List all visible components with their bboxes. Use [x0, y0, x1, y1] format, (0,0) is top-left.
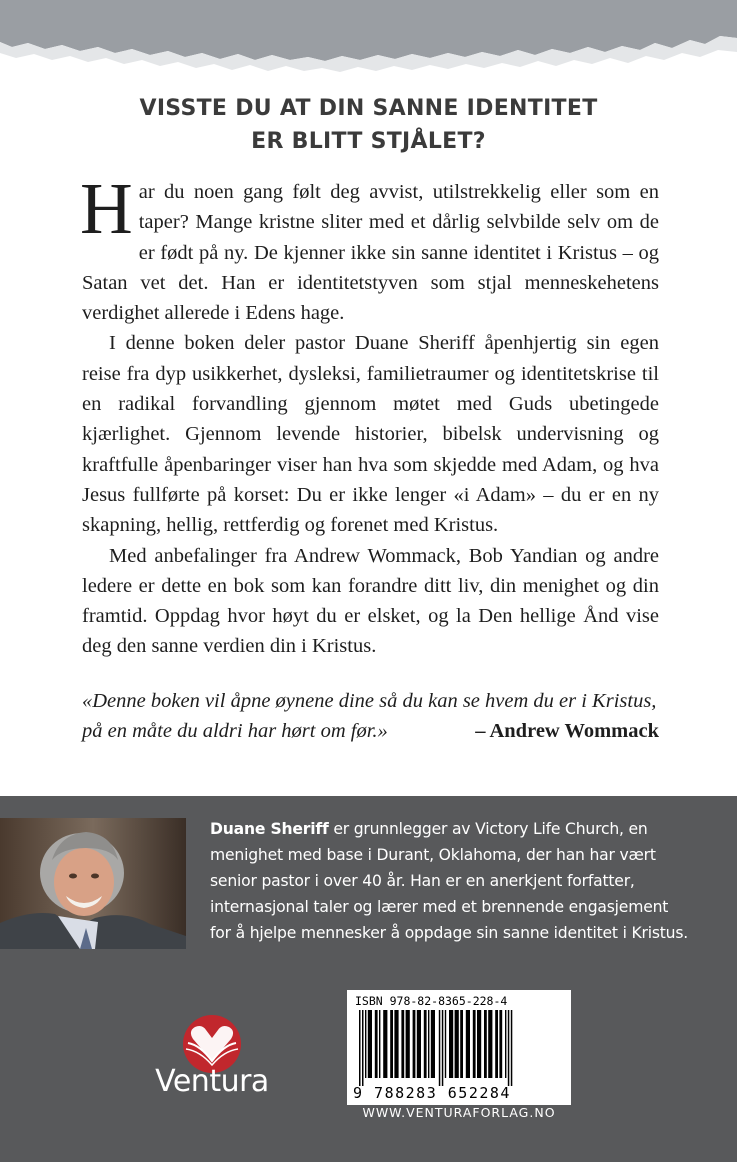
quote-line-1: «Denne boken vil åpne øynene dine så du kan se hvem du er i Kristus,	[82, 690, 657, 712]
drop-cap: H	[80, 168, 133, 249]
quote-author: – Andrew Wommack	[475, 720, 659, 743]
endorsement-quote	[82, 686, 659, 747]
author-bio	[210, 816, 722, 946]
author-name: Duane Sheriff	[210, 820, 329, 838]
bio-line-3: senior pastor i over 40 år. Han er en anerkjent forfatter,	[210, 872, 635, 890]
paragraph-1	[80, 168, 659, 328]
paragraph-1-text: ar du noen gang følt deg avvist, utilstrekkelig eller som en taper? Mange kristne sliter med et dårlig selvbilde selv om de er født på ny. De kjenner ikke sin sanne identitet i Kristus – og Satan vet det. Han er identitetstyven som stjal menneskehetens verdighet allerede i Edens hage.	[82, 181, 659, 325]
paragraph-3: Med anbefalinger fra Andrew Wommack, Bob Yandian og andre ledere er dette en bok som kan forandre ditt liv, din menighet og din framtid. Oppdag hvor høyt du er elsket, og la Den hellige Ånd vise deg den sanne verdien din i Kristus.	[82, 544, 659, 658]
headline	[0, 92, 737, 158]
description-text	[80, 168, 659, 662]
barcode-digits: 9 788283 652284	[353, 1084, 511, 1102]
isbn-label: ISBN 978-82-8365-228-4	[355, 994, 508, 1008]
publisher-url[interactable]: WWW.VENTURAFORLAG.NO	[362, 1105, 556, 1120]
bio-line-2: menighet med base i Durant, Oklahoma, der han har vært	[210, 846, 656, 864]
author-photo	[0, 818, 186, 949]
bio-line-1-rest: er grunnlegger av Victory Life Church, en	[328, 820, 648, 838]
headline-line-2: ER BLITT STJÅLET?	[251, 129, 486, 154]
bio-line-5: for å hjelpe mennesker å oppdage sin sanne identitet i Kristus.	[210, 924, 689, 942]
bio-line-1	[210, 816, 722, 842]
paragraph-2: I denne boken deler pastor Duane Sheriff åpenhjertig sin egen reise fra dyp usikkerhet, dysleksi, familietraumer og identitetskrise til en radikal forvandling gjennom møtet med Guds ubetingede kjærlighet. Gjennom levende historier, bibelsk undervisning og kraftfulle åpenbaringer viser han hva som skjedde med Adam, og hva Jesus fullførte på korset: Du er ikke lenger «i Adam» – du er en ny skapning, hellig, rettferdig og forenet med Kristus.	[82, 332, 659, 537]
barcode	[347, 990, 571, 1105]
bio-line-4: internasjonal taler og lærer med et brennende engasjement	[210, 898, 669, 916]
barcode-bars	[353, 1010, 565, 1086]
torn-paper-edge	[0, 0, 737, 80]
publisher-name: Ventura	[155, 1064, 269, 1099]
quote-line-2: på en måte du aldri har hørt om før.»	[82, 720, 388, 743]
headline-line-1: VISSTE DU AT DIN SANNE IDENTITET	[139, 96, 598, 121]
